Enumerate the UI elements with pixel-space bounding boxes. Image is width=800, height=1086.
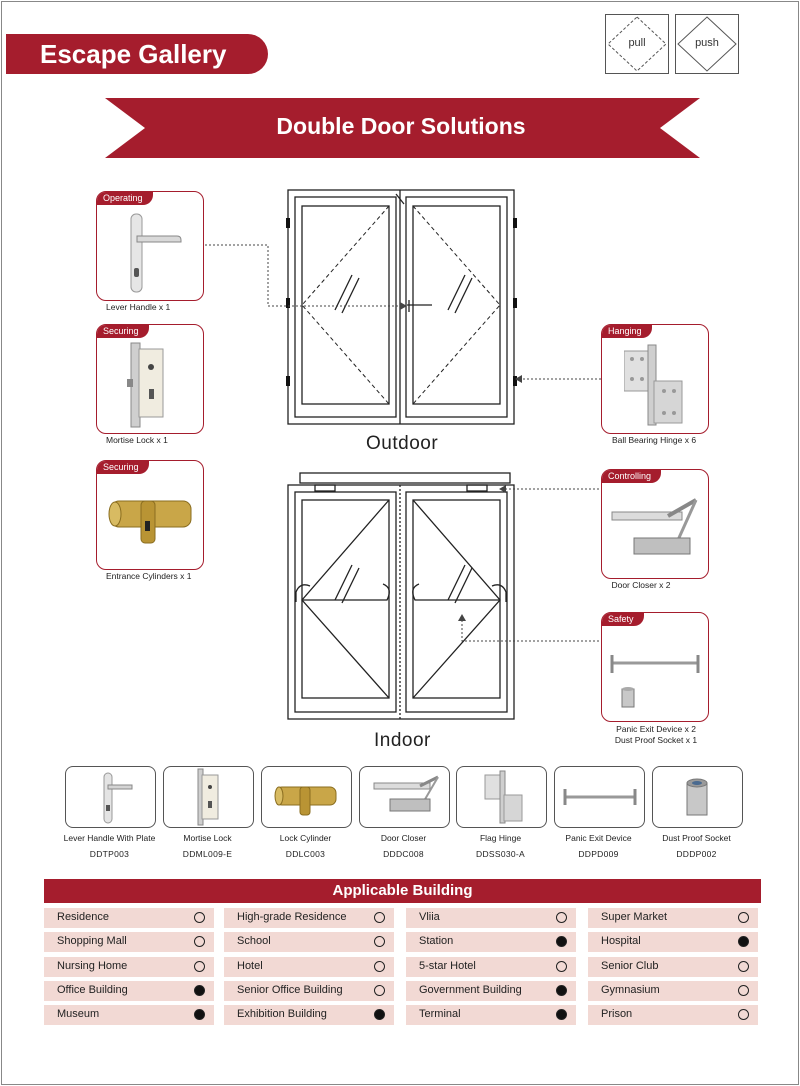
card-caption: Mortise Lock x 1 [106,435,168,445]
building-cell [44,932,214,952]
door-closer-icon [608,494,704,574]
door-closer-icon [360,767,449,827]
building-label: Hospital [601,935,641,947]
suitability-dot [556,985,567,996]
building-cell [224,981,394,1001]
product-flag-hinge [456,766,547,828]
building-label: Prison [601,1008,633,1020]
suitability-dot [738,912,749,923]
building-cell [588,1005,758,1025]
suitability-dot [556,961,567,972]
card-tag: Safety [602,613,644,626]
product-name: Lock Cylinder [279,833,332,843]
suitability-dot [738,985,749,996]
lock-cylinder-icon [262,767,351,827]
card-caption: Lever Handle x 1 [106,302,171,312]
product-name: Dust Proof Socket [662,833,731,843]
suitability-dot [194,961,205,972]
applicable-building-header: Applicable Building [44,879,761,903]
building-cell [44,908,214,928]
building-cell [406,957,576,977]
card-hinge [601,324,709,434]
building-cell [44,957,214,977]
building-label: Government Building [419,984,522,996]
building-cell [406,1005,576,1025]
product-panic-exit [554,766,645,828]
building-cell [588,957,758,977]
suitability-dot [556,912,567,923]
card-tag: Controlling [602,470,661,483]
building-cell [224,932,394,952]
banner-title: Double Door Solutions [276,113,526,139]
hinge-icon [457,767,546,827]
building-label: Museum [57,1008,100,1020]
outdoor-label: Outdoor [366,433,439,454]
product-code: DDTP003 [89,849,130,859]
building-label: Shopping Mall [57,935,127,947]
card-caption-2: Dust Proof Socket x 1 [614,735,698,745]
panic-bar-icon [555,767,644,827]
card-caption: Panic Exit Device x 2 [616,724,696,734]
product-name: Panic Exit Device [565,833,632,843]
card-caption: Door Closer x 2 [611,580,671,590]
panic-bar-icon [606,649,706,715]
indoor-label: Indoor [374,730,431,751]
building-cell [44,981,214,1001]
suitability-dot [194,912,205,923]
card-tag: Securing [97,461,149,474]
page-title: Escape Gallery [6,34,268,74]
building-label: Hotel [237,960,263,972]
building-cell [406,932,576,952]
building-label: Senior Club [601,960,659,972]
product-code: DDDC008 [383,849,424,859]
suitability-dot [738,936,749,947]
building-cell [588,932,758,952]
suitability-dot [374,912,385,923]
card-door-closer [601,469,709,579]
building-cell [44,1005,214,1025]
building-cell [224,1005,394,1025]
card-tag: Securing [97,325,149,338]
card-caption: Entrance Cylinders x 1 [106,571,192,581]
pull-label: pull [628,37,646,49]
building-label: Vliia [419,911,440,923]
building-cell [224,908,394,928]
product-lever-handle [65,766,156,828]
dust-socket-icon [653,767,742,827]
card-tag: Hanging [602,325,652,338]
product-lock-cylinder [261,766,352,828]
building-cell [406,908,576,928]
product-code: DDLC003 [285,849,326,859]
building-label: High-grade Residence [237,911,347,923]
suitability-dot [738,961,749,972]
building-cell [588,981,758,1001]
product-code: DDDP002 [676,849,717,859]
suitability-dot [194,985,205,996]
product-code: DDML009-E [182,849,233,859]
hinge-icon [624,341,694,429]
building-label: Terminal [419,1008,461,1020]
suitability-dot [194,936,205,947]
card-panic-device [601,612,709,722]
card-mortise-lock [96,324,204,434]
product-name: Mortise Lock [183,833,232,843]
building-cell [588,908,758,928]
card-cylinder [96,460,204,570]
card-caption: Ball Bearing Hinge x 6 [611,435,697,445]
card-tag: Operating [97,192,153,205]
building-label: Senior Office Building [237,984,343,996]
suitability-dot [556,1009,567,1020]
suitability-dot [374,1009,385,1020]
push-label: push [695,37,719,49]
lock-cylinder-icon [105,491,197,551]
building-label: 5-star Hotel [419,960,476,972]
building-label: Office Building [57,984,128,996]
building-label: Gymnasium [601,984,660,996]
card-lever-handle [96,191,204,301]
product-name: Lever Handle With Plate [63,833,156,843]
product-door-closer [359,766,450,828]
product-code: DDSS030-A [476,849,525,859]
product-dust-socket [652,766,743,828]
lever-handle-icon [66,767,155,827]
suitability-dot [374,936,385,947]
mortise-lock-icon [164,767,253,827]
suitability-dot [374,961,385,972]
product-code: DDPD009 [578,849,619,859]
lever-handle-icon [117,212,187,294]
building-label: Super Market [601,911,668,923]
suitability-dot [194,1009,205,1020]
suitability-dot [738,1009,749,1020]
building-label: Residence [57,911,109,923]
building-label: Station [419,935,454,947]
building-label: Exhibition Building [237,1008,327,1020]
suitability-dot [556,936,567,947]
building-cell [406,981,576,1001]
building-label: School [237,935,271,947]
mortise-lock-icon [127,341,177,429]
product-name: Door Closer [380,833,427,843]
building-label: Nursing Home [57,960,128,972]
building-cell [224,957,394,977]
product-name: Flag Hinge [479,833,522,843]
product-mortise-lock [163,766,254,828]
suitability-dot [374,985,385,996]
